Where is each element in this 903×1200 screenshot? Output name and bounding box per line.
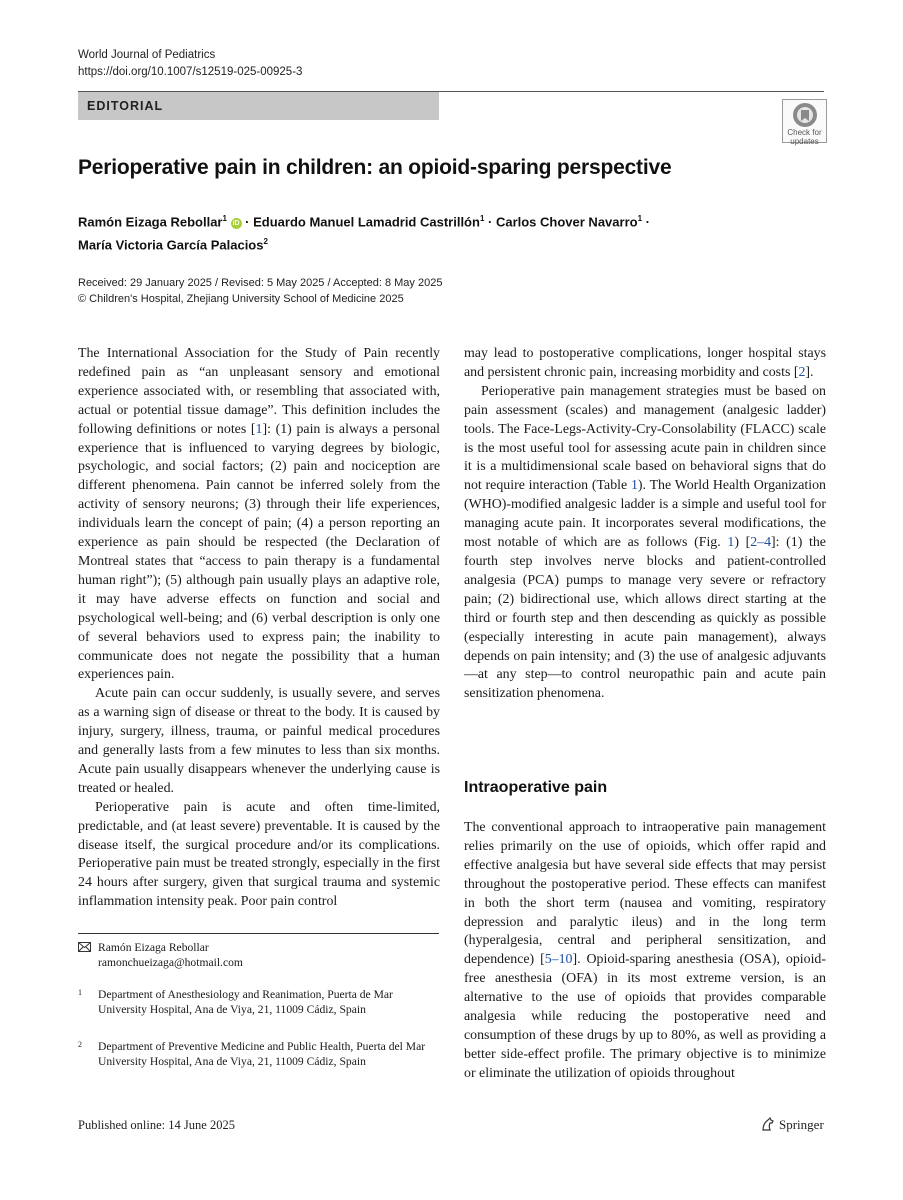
corresponding-email[interactable]: ramonchueizaga@hotmail.com	[98, 956, 243, 970]
check-updates-line-2: updates	[790, 137, 819, 146]
text-run: ]: (1) pain is always a personal experience that is influenced to varying degrees by biologic, psychologic, and social factors; (2) pain and nociception are different phenomena. Pain cannot be inferred solely from the activity of sensory neurons; (3) through their life experiences, individuals learn the concept of pain; (4) a person reporting an experience as pain should be respected (the Declaration of Montreal states that “access to pain therapy is a fundamental human right”); (5) although pain usually plays an adaptive role, it may have adverse effects on function and social and psychological well-being; and (6) verbal description is only one of several behaviors used to express pain; the inability to communicate does not negate the possibility that a human experiences pain.	[78, 421, 440, 683]
author-name[interactable]: Carlos Chover Navarro	[495, 214, 638, 230]
text-run: ]. Opioid-sparing anesthesia (OSA), opioid-free anesthesia (OFA) in its most extreme version, is an alternative to the use of opioids that provides comparable analgesia while reducing the postoperative need and consumption of these drugs by up to 80%, as well as providing a better side-effect profile. The primary objective is to minimize or eliminate the utilization of opioids throughout	[464, 952, 826, 1081]
publisher-name: Springer	[779, 1117, 824, 1132]
published-online: Published online: 14 June 2025	[78, 1118, 235, 1132]
check-updates-line-1: Check for	[787, 128, 822, 137]
paragraph	[464, 345, 826, 383]
text-run: Perioperative pain management strategies must be based on pain assessment (scales) and management (analgesic ladder) tools. The Face-Legs-Activity-Cry-Consolability (FLACC) scale is the most useful tool for assessing acute pain in children since it is a multidimensional scale based on behavioral signs that do not require interaction (Table	[464, 383, 826, 494]
body-right-column	[464, 345, 826, 704]
author-name[interactable]: María Victoria García Palacios	[78, 237, 264, 253]
author-affiliation: 2	[263, 237, 268, 247]
doi-link[interactable]: https://doi.org/10.1007/s12519-025-00925-3	[78, 66, 303, 78]
text-run: The International Association for the Study of Pain recently redefined pain as “an unpleasant sensory and emotional experience associated with, or resembling that associated with, actual or potential tissue damage”. This definition includes the following definitions or notes [	[78, 346, 440, 437]
paragraph: Acute pain can occur suddenly, is usually severe, and serves as a warning sign of disease or threat to the body. It is caused by injury, surgery, illness, trauma, or painful medical procedures and generally lasts from a few minutes to less than six months. Acute pain usually disappears whenever the underlying cause is treated or healed.	[78, 686, 440, 796]
orcid-icon[interactable]: iD	[232, 220, 240, 228]
author-affiliation: 1	[479, 214, 485, 223]
text-run: ) [	[734, 535, 751, 551]
article-title: Perioperative pain in children: an opioid-sparing perspective	[78, 156, 672, 179]
paragraph	[78, 345, 440, 685]
received-revised-accepted: Received: 29 January 2025 / Revised: 5 May 2025 / Accepted: 8 May 2025	[78, 277, 443, 289]
figure-link[interactable]: 1	[727, 535, 735, 551]
citation-link[interactable]: 5–10	[544, 952, 573, 968]
text-run: ].	[805, 364, 814, 380]
table-link[interactable]: 1	[630, 478, 638, 494]
citation-link[interactable]: 1	[255, 421, 263, 437]
affiliation	[78, 987, 439, 1018]
article-history	[78, 275, 442, 307]
springer-horse-icon	[760, 1116, 776, 1132]
corresponding-name: Ramón Eizaga Rebollar	[98, 941, 209, 954]
body-left-column	[78, 345, 440, 912]
author-affiliation: 1	[637, 214, 643, 223]
author-name[interactable]: Eduardo Manuel Lamadrid Castrillón	[253, 214, 480, 230]
check-for-updates-badge[interactable]	[782, 99, 827, 146]
text-run: ]: (1) the fourth step involves nerve blocks and patient-controlled analgesia (PCA) pumps to manage very severe or refractory pain; (2) bidirectional use, which allows direct starting at the third or fourth step and then descending as quickly as possible (especially interesting in acute pain management), always depends on pain intensity; and (3) the use of analgesic adjuvants—at any step—to control neuropathic pain and acute pain sensitization phenomena.	[464, 535, 826, 702]
affiliation-text: Department of Preventive Medicine and Public Health, Puerta del Mar University Hospital, Ana de Viya, 21, 11009 Cádiz, Spain	[98, 1040, 426, 1069]
section-heading: Intraoperative pain	[464, 779, 608, 796]
affiliation-number: 2	[78, 1040, 82, 1049]
mail-icon	[78, 942, 91, 952]
section-label: EDITORIAL	[78, 92, 439, 120]
citation-link[interactable]: 2	[798, 364, 806, 380]
publisher-logo	[760, 1116, 824, 1133]
copyright-line: © Children's Hospital, Zhejiang University School of Medicine 2025	[78, 293, 404, 305]
author-list: Ramón Eizaga Rebollar$^1$ iD · Eduardo Manuel Lamadrid Castrillón$^1$ · Carlos Chover Navarro$^1$ · María Victoria García Palacios$^2$	[78, 214, 650, 253]
paragraph	[464, 819, 826, 1084]
citation-link[interactable]: 2–4	[750, 535, 772, 551]
body-right-column-lower	[464, 819, 826, 1084]
journal-name: World Journal of Pediatrics	[78, 49, 216, 61]
author-affiliation: 1	[222, 214, 227, 223]
check-updates-icon	[792, 102, 818, 128]
affiliation-text: Department of Anesthesiology and Reanimation, Puerta de Mar University Hospital, Ana de Viya, 21, 11009 Cádiz, Spain	[98, 988, 393, 1017]
text-run: ). The World Health Organization (WHO)-modified analgesic ladder is a simple and useful tool for managing acute pain. It incorporates several modifications, the most notable of which are as follows (Fig.	[464, 478, 826, 551]
affiliation	[78, 1039, 439, 1070]
text-run: The conventional approach to intraoperative pain management relies primarily on the use of opioids, which offer rapid and effective analgesia but have several side effects that may persist throughout the postoperative period. These effects can manifest in both the short term (nausea and vomiting, respiratory depression and paralytic ileus) and in the long term (hyperalgesia, central and peripheral sensitization, and dependence) [	[464, 820, 826, 968]
journal-header	[78, 47, 302, 81]
text-run: may lead to postoperative complications, longer hospital stays and persistent chronic pain, increasing morbidity and costs [	[464, 346, 826, 380]
affiliation-number: 1	[78, 988, 82, 997]
paragraph	[464, 383, 826, 704]
paragraph: Perioperative pain is acute and often time-limited, predictable, and (at least severe) preventable. It is caused by the disease itself, the surgical procedure and/or its complications. Perioperative pain must be treated strongly, especially in the first 24 hours after surgery, given that surgical trauma and systemic inflammation intensity peak. Poor pain control	[78, 799, 440, 910]
footnote-rule	[78, 933, 439, 934]
author-name[interactable]: Ramón Eizaga Rebollar	[78, 214, 223, 230]
corresponding-author	[78, 940, 439, 971]
